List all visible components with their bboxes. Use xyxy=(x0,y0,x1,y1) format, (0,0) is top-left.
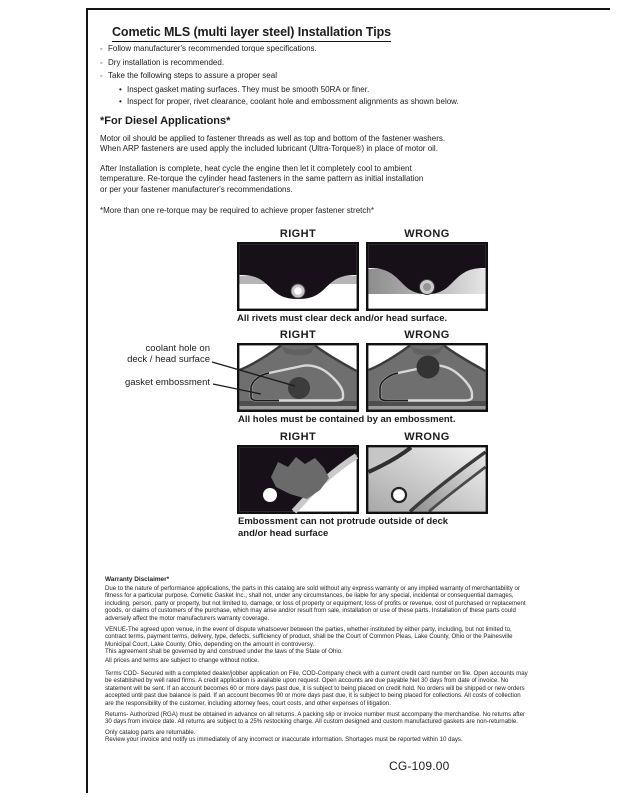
coolant-hole-annotation-line1: coolant hole on xyxy=(145,343,210,354)
diesel-paragraph-2: After Installation is complete, heat cycle the engine then let it completely cool to ambient temperature. Re-torque the cylinder head fasteners in the same pattern as initial installation or per your fastener manufacturer's recommendations. xyxy=(100,164,424,194)
row2-caption: All holes must be contained by an embossment. xyxy=(238,414,456,425)
tip-subitem xyxy=(100,84,459,97)
tip-text: Take the following steps to assure a proper seal xyxy=(108,71,277,80)
open-bullet-icon: ◦ xyxy=(100,73,103,80)
diagram-row1-wrong-panel xyxy=(366,242,488,311)
row3-wrong-label: WRONG xyxy=(404,431,450,443)
tip-item xyxy=(100,57,459,71)
row3-right-label: RIGHT xyxy=(279,431,317,443)
open-bullet-icon: ◦ xyxy=(100,59,103,67)
row3-caption: Embossment can not protrude outside of deck and/or head surface xyxy=(238,516,449,539)
warranty-paragraph: Due to the nature of performance applications, the parts in this catalog are sold without any express warranty or any implied warranty of merchantability or fitness for a particular purpose. Cometic Gasket Inc., shall not, under any circumstances, be liable for any special, incidental or consequential damages, including, person, party or property, but not limited to, damage, or loss of property or equipment, loss of profits or revenue, cost of purchased or replacement goods, or claims of customers of the purchase, which may arise and/or result from sale, installation or use of these parts. Installation of these parts could adversely affect the motor manufacturers warranty coverage. xyxy=(105,585,526,622)
filled-bullet-icon: • xyxy=(119,84,122,94)
catalog-code: CG-109.00 xyxy=(389,759,450,773)
row2-right-label: RIGHT xyxy=(279,329,317,341)
diagram-row3-wrong-panel xyxy=(366,445,488,514)
terms-paragraph: Terms COD- Secured with a completed dealer/jobber application on File, COD-Company check with a current credit card number on file. Open accounts may be established by well rated firms. A credit application is available upon request. Open accounts are due payable Net 30 days from date of invoice. No statement will be sent. If an account becomes 60 or more days past due, it is subject to being placed on credit hold. No orders will be shipped or new orders accepted until past due balance is paid. If an account becomes 90 or more days past due, it is subject to being placed for collections. All costs of collection are the responsibility of the customer, including attorney fees, court costs, and other expenses of litigation. xyxy=(105,670,528,707)
tip-text: Dry installation is recommended. xyxy=(108,57,225,67)
returns-paragraph: Returns- Authorized (RGA) must be obtained in advance on all returns. A packing slip or invoice number must accompany the merchandise. No returns after 30 days from invoice date. All returns are subject to a 25% restocking charge. All custom designed and custom manufactured gaskets are non-returnable. xyxy=(105,711,526,726)
embossment-protrusion-wrong-drawing xyxy=(366,445,488,514)
prices-line: All prices and terms are subject to change without notice. xyxy=(105,657,260,664)
left-crop-mark xyxy=(86,9,88,793)
diagram-row1-right-panel xyxy=(237,242,359,311)
row2-wrong-label: WRONG xyxy=(404,329,450,341)
diesel-paragraph-1: Motor oil should be applied to fastener threads as well as top and bottom of the fastener washers. When ARP fasteners are used apply the included lubricant (Ultra-Torque®) in place of motor oil. xyxy=(100,134,446,154)
tip-text: Inspect gasket mating surfaces. They must be smooth 50RA or finer. xyxy=(127,84,370,94)
tip-item xyxy=(100,70,459,84)
embossment-containment-wrong-drawing xyxy=(366,343,488,412)
installation-tips-list xyxy=(100,43,459,109)
closing-lines: Only catalog parts are returnable. Review your invoice and notify us immediately of any incorrect or inaccurate information. Shortages must be reported within 10 days. xyxy=(105,729,463,744)
diesel-applications-heading: *For Diesel Applications* xyxy=(100,115,231,127)
rivet-clearance-right-drawing xyxy=(237,242,359,311)
diagram-row2-wrong-panel xyxy=(366,343,488,412)
tip-item xyxy=(100,43,459,57)
row1-right-label: RIGHT xyxy=(279,228,317,240)
embossment-containment-right-drawing xyxy=(237,343,359,412)
tip-text: Inspect for proper, rivet clearance, coolant hole and embossment alignments as shown below. xyxy=(127,97,459,106)
embossment-protrusion-right-drawing xyxy=(237,445,359,514)
filled-bullet-icon: • xyxy=(119,97,122,106)
diagram-row3-right-panel xyxy=(237,445,359,514)
top-crop-mark xyxy=(86,8,610,10)
tip-text: Follow manufacturer's recommended torque specifications. xyxy=(108,44,317,53)
page-title: Cometic MLS (multi layer steel) Installation Tips xyxy=(112,25,391,42)
venue-paragraph: VENUE-The agreed upon venue, in the event of dispute whatsoever between the parties, whether instituted by either party, including, but not limited to, contract terms, payment terms, delivery, type, defects, sufficiency of product, shall be the Court of Common Pleas, Lake County, Ohio or the Painesville Municipal Court, Lake County, Ohio, depending on the amount in controversy. This agreement shall be governed by and construed under the laws of the State of Ohio. xyxy=(105,626,513,656)
warranty-disclaimer-heading: Warranty Disclaimer* xyxy=(105,576,170,583)
diagram-row2-right-panel xyxy=(237,343,359,412)
row1-caption: All rivets must clear deck and/or head surface. xyxy=(237,313,448,324)
open-bullet-icon: ◦ xyxy=(100,46,103,53)
coolant-hole-annotation-line2: deck / head surface xyxy=(127,354,210,365)
gasket-embossment-annotation: gasket embossment xyxy=(124,377,210,388)
retorque-note: *More than one re-torque may be required to achieve proper fastener stretch* xyxy=(100,206,374,215)
tip-subitem xyxy=(100,96,459,109)
row1-wrong-label: WRONG xyxy=(404,228,450,240)
rivet-clearance-wrong-drawing xyxy=(366,242,488,311)
